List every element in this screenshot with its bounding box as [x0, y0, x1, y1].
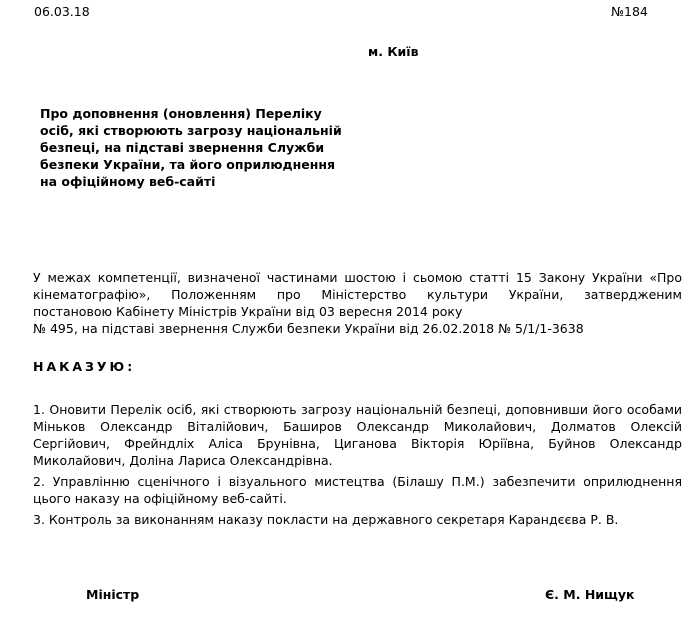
- document-city: м. Київ: [368, 44, 419, 59]
- preamble: [33, 269, 682, 337]
- order-item: 3. Контроль за виконанням наказу покласти на державного секретаря Карандєєва Р. В.: [33, 512, 619, 527]
- preamble-line: постановою Кабінету Міністрів України від 03 вересня 2014 року: [33, 304, 463, 319]
- document-number: №184: [611, 4, 648, 19]
- document-date: 06.03.18: [34, 4, 90, 19]
- preamble-line: кінематографію», Положенням про Міністерство культури України, затвердженим: [33, 287, 682, 302]
- preamble-line: У межах компетенції, визначеної частинами шостою і сьомою статті 15 Закону України «Про: [33, 270, 682, 285]
- signature-title: Міністр: [86, 587, 140, 602]
- order-subject: Про доповнення (оновлення) Переліку осіб, які створюють загрозу національній безпеці, на підставі звернення Служби безпеки України, та його оприлюднення на офіційному веб-сайті: [40, 106, 342, 189]
- order-heading: НАКАЗУЮ:: [33, 359, 136, 374]
- order-items: [33, 401, 682, 532]
- order-item: 1. Оновити Перелік осіб, які створюють загрозу національній безпеці, доповнивши його особами Міньков Олександр Віталійович, Баширов Олександр Миколайович, Долматов Олексій Сергійович, Фрейндліх Аліса Брунівна, Циганова Вікторія Юріївна, Буйнов Олександр Миколайович, Доліна Лариса Олександрівна.: [33, 402, 682, 468]
- order-item: 2. Управлінню сценічного і візуального мистецтва (Білашу П.М.) забезпечити оприлюднення цього наказу на офіційному веб-сайті.: [33, 474, 682, 506]
- preamble-line: № 495, на підставі звернення Служби безпеки України від 26.02.2018 № 5/1/1-3638: [33, 321, 584, 336]
- signature-name: Є. М. Нищук: [545, 587, 635, 602]
